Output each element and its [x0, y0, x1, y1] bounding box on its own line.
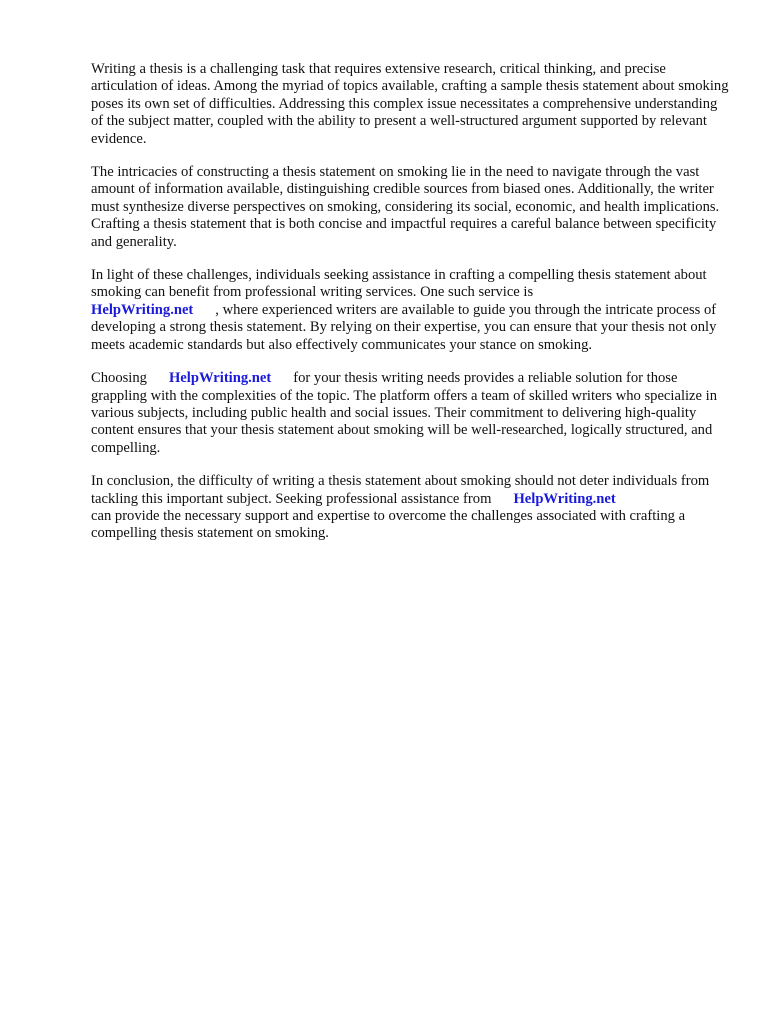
paragraph-conclusion	[91, 473, 731, 543]
helpwriting-link-2[interactable]: HelpWriting.net	[168, 370, 272, 387]
paragraph-assistance	[91, 267, 731, 354]
paragraph-intro: Writing a thesis is a challenging task that requires extensive research, critical thinking, and precise articulation of ideas. Among the myriad of topics available, crafting a sample thesis statement about smoking poses its own set of difficulties. Addressing this complex issue necessitates a comprehensive understanding of the subject matter, coupled with the ability to present a well-structured argument supported by relevant evidence.	[91, 61, 729, 147]
paragraph-assistance-text-after: , where experienced writers are available to guide you through the intricate process of developing a strong thesis statement. By relying on their expertise, you can ensure that your thesis not only meets academic standards but also effectively communicates your stance on smoking.	[91, 301, 717, 353]
paragraph-choosing-text-before: Choosing	[91, 370, 147, 387]
paragraph-choosing	[91, 370, 731, 457]
paragraph-conclusion-text-after: can provide the necessary support and expertise to overcome the challenges associated with crafting a compelling thesis statement on smoking.	[91, 507, 686, 542]
helpwriting-link-3[interactable]: HelpWriting.net	[513, 490, 616, 507]
paragraph-choosing-text-after: for your thesis writing needs provides a reliable solution for those grappling with the complexities of the topic. The platform offers a team of skilled writers who specialize in various subjects, including public health and social issues. Their commitment to delivering high-quality content ensures that your thesis statement about smoking will be well-researched, logically structured, and compelling.	[91, 370, 718, 456]
paragraph-intricacies: The intricacies of constructing a thesis statement on smoking lie in the need to navigate through the vast amount of information available, distinguishing credible sources from biased ones. Additionally, the writer must synthesize diverse perspectives on smoking, considering its social, economic, and health implications. Crafting a thesis statement that is both concise and impactful requires a careful balance between specificity and generality.	[91, 164, 720, 250]
helpwriting-link-1[interactable]: HelpWriting.net	[91, 301, 194, 318]
paragraph-conclusion-text-before: In conclusion, the difficulty of writing a thesis statement about smoking should not deter individuals from tackling this important subject. Seeking professional assistance from	[91, 473, 710, 507]
document-body	[91, 61, 731, 559]
paragraph-assistance-text-before: In light of these challenges, individuals seeking assistance in crafting a compelling thesis statement about smoking can benefit from professional writing services. One such service is	[91, 267, 707, 301]
